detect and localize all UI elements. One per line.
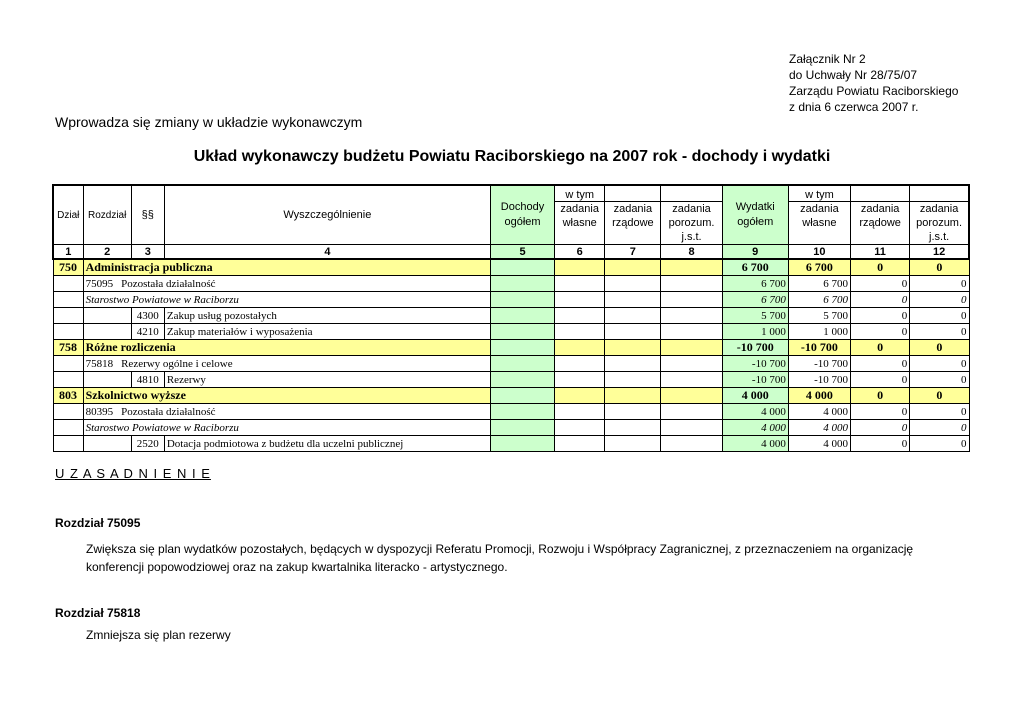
dochody-porozum-cell xyxy=(661,259,722,276)
wydatki-wlasne-cell: 4 000 xyxy=(788,420,850,436)
dochody-cell xyxy=(490,436,554,452)
header-zadania-rzadowe xyxy=(851,202,910,245)
dochody-cell xyxy=(490,324,554,340)
header-zadania-label: zadania xyxy=(919,203,959,215)
header-zadania-label: zadania xyxy=(613,203,653,215)
dochody-rzadowe-cell xyxy=(605,420,661,436)
name-cell: Szkolnictwo wyższe xyxy=(83,388,490,404)
dzial-cell xyxy=(53,356,83,372)
attachment-note xyxy=(789,51,958,115)
dochody-wlasne-cell xyxy=(555,292,605,308)
wydatki-rzadowe-cell: 0 xyxy=(851,356,910,372)
rozdzial-cell xyxy=(83,276,490,292)
dochody-porozum-cell xyxy=(661,436,722,452)
table-row xyxy=(53,436,969,452)
dochody-cell xyxy=(490,308,554,324)
column-number: 11 xyxy=(851,245,910,260)
wydatki-wlasne-cell: -10 700 xyxy=(788,340,850,356)
wydatki-porozum-cell: 0 xyxy=(910,340,969,356)
dochody-porozum-cell xyxy=(661,340,722,356)
dochody-cell xyxy=(490,404,554,420)
header-zadania-label: zadania xyxy=(672,203,711,215)
header-porozum-label: porozum. xyxy=(916,217,963,229)
rozdzial-name: Pozostała działalność xyxy=(121,277,216,290)
attachment-line: do Uchwały Nr 28/75/07 xyxy=(789,68,918,82)
dochody-wlasne-cell xyxy=(555,372,605,388)
dochody-rzadowe-cell xyxy=(605,388,661,404)
dochody-cell xyxy=(490,388,554,404)
header-zadania-porozum xyxy=(910,202,969,245)
wydatki-rzadowe-cell: 0 xyxy=(851,404,910,420)
wydatki-rzadowe-cell: 0 xyxy=(851,372,910,388)
header-zadania-porozum xyxy=(661,202,722,245)
wydatki-rzadowe-cell: 0 xyxy=(851,259,910,276)
table-row xyxy=(53,356,969,372)
column-number: 2 xyxy=(83,245,131,260)
rozdzial-cell xyxy=(83,324,131,340)
table-row xyxy=(53,308,969,324)
header-empty xyxy=(661,185,722,202)
rozdzial-code: 75818 xyxy=(85,357,114,370)
dochody-rzadowe-cell xyxy=(605,324,661,340)
column-number: 12 xyxy=(910,245,969,260)
paragraph-cell: 4810 xyxy=(131,372,164,388)
wydatki-wlasne-cell: 1 000 xyxy=(788,324,850,340)
unit-cell: Starostwo Powiatowe w Raciborzu xyxy=(83,292,490,308)
intro-text: Wprowadza się zmiany w układzie wykonawczym xyxy=(55,114,363,130)
wydatki-rzadowe-cell: 0 xyxy=(851,388,910,404)
wydatki-wlasne-cell: -10 700 xyxy=(788,372,850,388)
paragraph-cell: 2520 xyxy=(131,436,164,452)
dochody-rzadowe-cell xyxy=(605,436,661,452)
dochody-cell xyxy=(490,276,554,292)
name-cell: Zakup usług pozostałych xyxy=(164,308,490,324)
dochody-wlasne-cell xyxy=(555,420,605,436)
name-cell: Administracja publiczna xyxy=(83,259,490,276)
header-wydatki-label: Wydatki xyxy=(735,201,775,213)
dochody-wlasne-cell xyxy=(555,436,605,452)
table-row xyxy=(53,372,969,388)
wydatki-wlasne-cell: 6 700 xyxy=(788,276,850,292)
wydatki-ogolem-cell: 4 000 xyxy=(722,436,788,452)
page-title: Układ wykonawczy budżetu Powiatu Raciborskiego na 2007 rok - dochody i wydatki xyxy=(193,148,831,165)
paragraph-cell: 4210 xyxy=(131,324,164,340)
dochody-rzadowe-cell xyxy=(605,308,661,324)
header-rozdzial: Rozdział xyxy=(83,185,131,245)
dochody-cell xyxy=(490,372,554,388)
wydatki-porozum-cell: 0 xyxy=(910,372,969,388)
rozdzial-cell xyxy=(83,372,131,388)
wydatki-porozum-cell: 0 xyxy=(910,388,969,404)
paragraph-cell: 4300 xyxy=(131,308,164,324)
header-rzadowe-label: rządowe xyxy=(612,217,654,229)
wydatki-ogolem-cell: 1 000 xyxy=(722,324,788,340)
header-wyszczegolnienie: Wyszczególnienie xyxy=(164,185,490,245)
dzial-cell: 758 xyxy=(53,340,83,356)
table-row xyxy=(53,420,969,436)
wydatki-ogolem-cell: 5 700 xyxy=(722,308,788,324)
wydatki-ogolem-cell: 4 000 xyxy=(722,388,788,404)
wydatki-ogolem-cell: -10 700 xyxy=(722,356,788,372)
section-heading: Rozdział 75095 xyxy=(55,516,141,530)
dochody-wlasne-cell xyxy=(555,388,605,404)
dochody-rzadowe-cell xyxy=(605,259,661,276)
wydatki-ogolem-cell: 4 000 xyxy=(722,404,788,420)
name-cell: Dotacja podmiotowa z budżetu dla uczelni publicznej xyxy=(164,436,490,452)
wydatki-rzadowe-cell: 0 xyxy=(851,436,910,452)
unit-cell: Starostwo Powiatowe w Raciborzu xyxy=(83,420,490,436)
wydatki-ogolem-cell: 6 700 xyxy=(722,259,788,276)
rozdzial-cell xyxy=(83,404,490,420)
dochody-porozum-cell xyxy=(661,356,722,372)
column-number: 4 xyxy=(164,245,490,260)
header-wydatki xyxy=(722,185,788,245)
wydatki-wlasne-cell: 4 000 xyxy=(788,388,850,404)
dochody-cell xyxy=(490,340,554,356)
wydatki-wlasne-cell: 6 700 xyxy=(788,292,850,308)
dzial-cell xyxy=(53,436,83,452)
table-row xyxy=(53,276,969,292)
header-jst-label: j.s.t. xyxy=(681,231,702,243)
wydatki-ogolem-cell: -10 700 xyxy=(722,340,788,356)
dochody-wlasne-cell xyxy=(555,324,605,340)
header-zadania-label: zadania xyxy=(800,203,839,215)
section-heading: Rozdział 75818 xyxy=(55,606,141,620)
table-row xyxy=(53,292,969,308)
header-wlasne-label: własne xyxy=(802,217,837,229)
dochody-wlasne-cell xyxy=(555,340,605,356)
dochody-wlasne-cell xyxy=(555,404,605,420)
dochody-porozum-cell xyxy=(661,404,722,420)
wydatki-porozum-cell: 0 xyxy=(910,276,969,292)
dochody-rzadowe-cell xyxy=(605,404,661,420)
wydatki-rzadowe-cell: 0 xyxy=(851,308,910,324)
dochody-rzadowe-cell xyxy=(605,372,661,388)
dzial-cell xyxy=(53,292,83,308)
wydatki-porozum-cell: 0 xyxy=(910,259,969,276)
rozdzial-code: 80395 xyxy=(85,405,114,418)
table-row xyxy=(53,259,969,276)
table-body xyxy=(53,259,969,452)
header-zadania-label: zadania xyxy=(560,203,599,215)
header-dochody-label: Dochody xyxy=(500,201,545,213)
dochody-rzadowe-cell xyxy=(605,276,661,292)
table-row xyxy=(53,388,969,404)
header-w-tym-dochody: w tym xyxy=(555,185,605,202)
column-number: 7 xyxy=(605,245,661,260)
header-dzial: Dział xyxy=(53,185,83,245)
column-number-row xyxy=(53,245,969,260)
header-wlasne-label: własne xyxy=(562,217,597,229)
header-jst-label: j.s.t. xyxy=(929,231,950,243)
dochody-porozum-cell xyxy=(661,276,722,292)
wydatki-wlasne-cell: 4 000 xyxy=(788,404,850,420)
dochody-porozum-cell xyxy=(661,372,722,388)
header-ogolem-label: ogółem xyxy=(737,216,774,228)
header-w-tym-wydatki: w tym xyxy=(788,185,850,202)
rozdzial-cell xyxy=(83,356,490,372)
wydatki-porozum-cell: 0 xyxy=(910,292,969,308)
header-empty xyxy=(605,185,661,202)
header-porozum-label: porozum. xyxy=(668,217,715,229)
table-row xyxy=(53,340,969,356)
wydatki-porozum-cell: 0 xyxy=(910,356,969,372)
header-paragraph: §§ xyxy=(131,185,164,245)
column-number: 8 xyxy=(661,245,722,260)
wydatki-wlasne-cell: 4 000 xyxy=(788,436,850,452)
wydatki-rzadowe-cell: 0 xyxy=(851,420,910,436)
dzial-cell: 803 xyxy=(53,388,83,404)
attachment-line: Załącznik Nr 2 xyxy=(789,52,866,66)
name-cell: Różne rozliczenia xyxy=(83,340,490,356)
dochody-rzadowe-cell xyxy=(605,292,661,308)
dzial-cell xyxy=(53,324,83,340)
header-zadania-wlasne xyxy=(788,202,850,245)
wydatki-wlasne-cell: 5 700 xyxy=(788,308,850,324)
column-number: 1 xyxy=(53,245,83,260)
budget-table xyxy=(52,184,970,452)
header-zadania-wlasne xyxy=(555,202,605,245)
header-ogolem-label: ogółem xyxy=(504,216,541,228)
column-number: 3 xyxy=(131,245,164,260)
justification-heading: U Z A S A D N I E N I E xyxy=(55,466,211,481)
name-cell: Rezerwy xyxy=(164,372,490,388)
dochody-wlasne-cell xyxy=(555,308,605,324)
header-zadania-label: zadania xyxy=(860,203,900,215)
dochody-cell xyxy=(490,356,554,372)
dochody-cell xyxy=(490,259,554,276)
dzial-cell xyxy=(53,420,83,436)
dochody-porozum-cell xyxy=(661,324,722,340)
header-zadania-rzadowe xyxy=(605,202,661,245)
column-number: 6 xyxy=(555,245,605,260)
header-empty xyxy=(910,185,969,202)
attachment-line: z dnia 6 czerwca 2007 r. xyxy=(789,100,919,114)
rozdzial-name: Pozostała działalność xyxy=(121,405,216,418)
column-number: 10 xyxy=(788,245,850,260)
wydatki-ogolem-cell: 6 700 xyxy=(722,292,788,308)
dzial-cell xyxy=(53,276,83,292)
attachment-line: Zarządu Powiatu Raciborskiego xyxy=(789,84,959,98)
wydatki-rzadowe-cell: 0 xyxy=(851,340,910,356)
dzial-cell xyxy=(53,308,83,324)
dzial-cell xyxy=(53,372,83,388)
section-text: Zwiększa się plan wydatków pozostałych, będących w dyspozycji Referatu Promocji, Rozwoju i Współpracy Zagranicznej, z przeznaczeniem na organizację konferencji popowodziowej oraz na zakup kwartalnika literacko - artystycznego. xyxy=(86,542,914,574)
dochody-wlasne-cell xyxy=(555,276,605,292)
dochody-cell xyxy=(490,420,554,436)
dochody-wlasne-cell xyxy=(555,356,605,372)
dochody-wlasne-cell xyxy=(555,259,605,276)
column-number: 9 xyxy=(722,245,788,260)
dochody-porozum-cell xyxy=(661,308,722,324)
name-cell: Zakup materiałów i wyposażenia xyxy=(164,324,490,340)
column-number: 5 xyxy=(490,245,554,260)
wydatki-porozum-cell: 0 xyxy=(910,308,969,324)
dochody-porozum-cell xyxy=(661,420,722,436)
dzial-cell xyxy=(53,404,83,420)
section-text: Zmniejsza się plan rezerwy xyxy=(86,628,231,642)
dochody-porozum-cell xyxy=(661,292,722,308)
rozdzial-name: Rezerwy ogólne i celowe xyxy=(121,357,233,370)
wydatki-rzadowe-cell: 0 xyxy=(851,276,910,292)
wydatki-ogolem-cell: 6 700 xyxy=(722,276,788,292)
header-empty xyxy=(851,185,910,202)
dochody-rzadowe-cell xyxy=(605,340,661,356)
header-dochody xyxy=(490,185,554,245)
rozdzial-code: 75095 xyxy=(85,277,114,290)
wydatki-porozum-cell: 0 xyxy=(910,324,969,340)
dochody-porozum-cell xyxy=(661,388,722,404)
dochody-cell xyxy=(490,292,554,308)
table-row xyxy=(53,404,969,420)
wydatki-ogolem-cell: -10 700 xyxy=(722,372,788,388)
wydatki-rzadowe-cell: 0 xyxy=(851,292,910,308)
wydatki-rzadowe-cell: 0 xyxy=(851,324,910,340)
table-row xyxy=(53,324,969,340)
wydatki-ogolem-cell: 4 000 xyxy=(722,420,788,436)
wydatki-porozum-cell: 0 xyxy=(910,404,969,420)
wydatki-wlasne-cell: 6 700 xyxy=(788,259,850,276)
header-rzadowe-label: rządowe xyxy=(859,217,901,229)
rozdzial-cell xyxy=(83,436,131,452)
dzial-cell: 750 xyxy=(53,259,83,276)
wydatki-porozum-cell: 0 xyxy=(910,420,969,436)
rozdzial-cell xyxy=(83,308,131,324)
wydatki-porozum-cell: 0 xyxy=(910,436,969,452)
dochody-rzadowe-cell xyxy=(605,356,661,372)
wydatki-wlasne-cell: -10 700 xyxy=(788,356,850,372)
